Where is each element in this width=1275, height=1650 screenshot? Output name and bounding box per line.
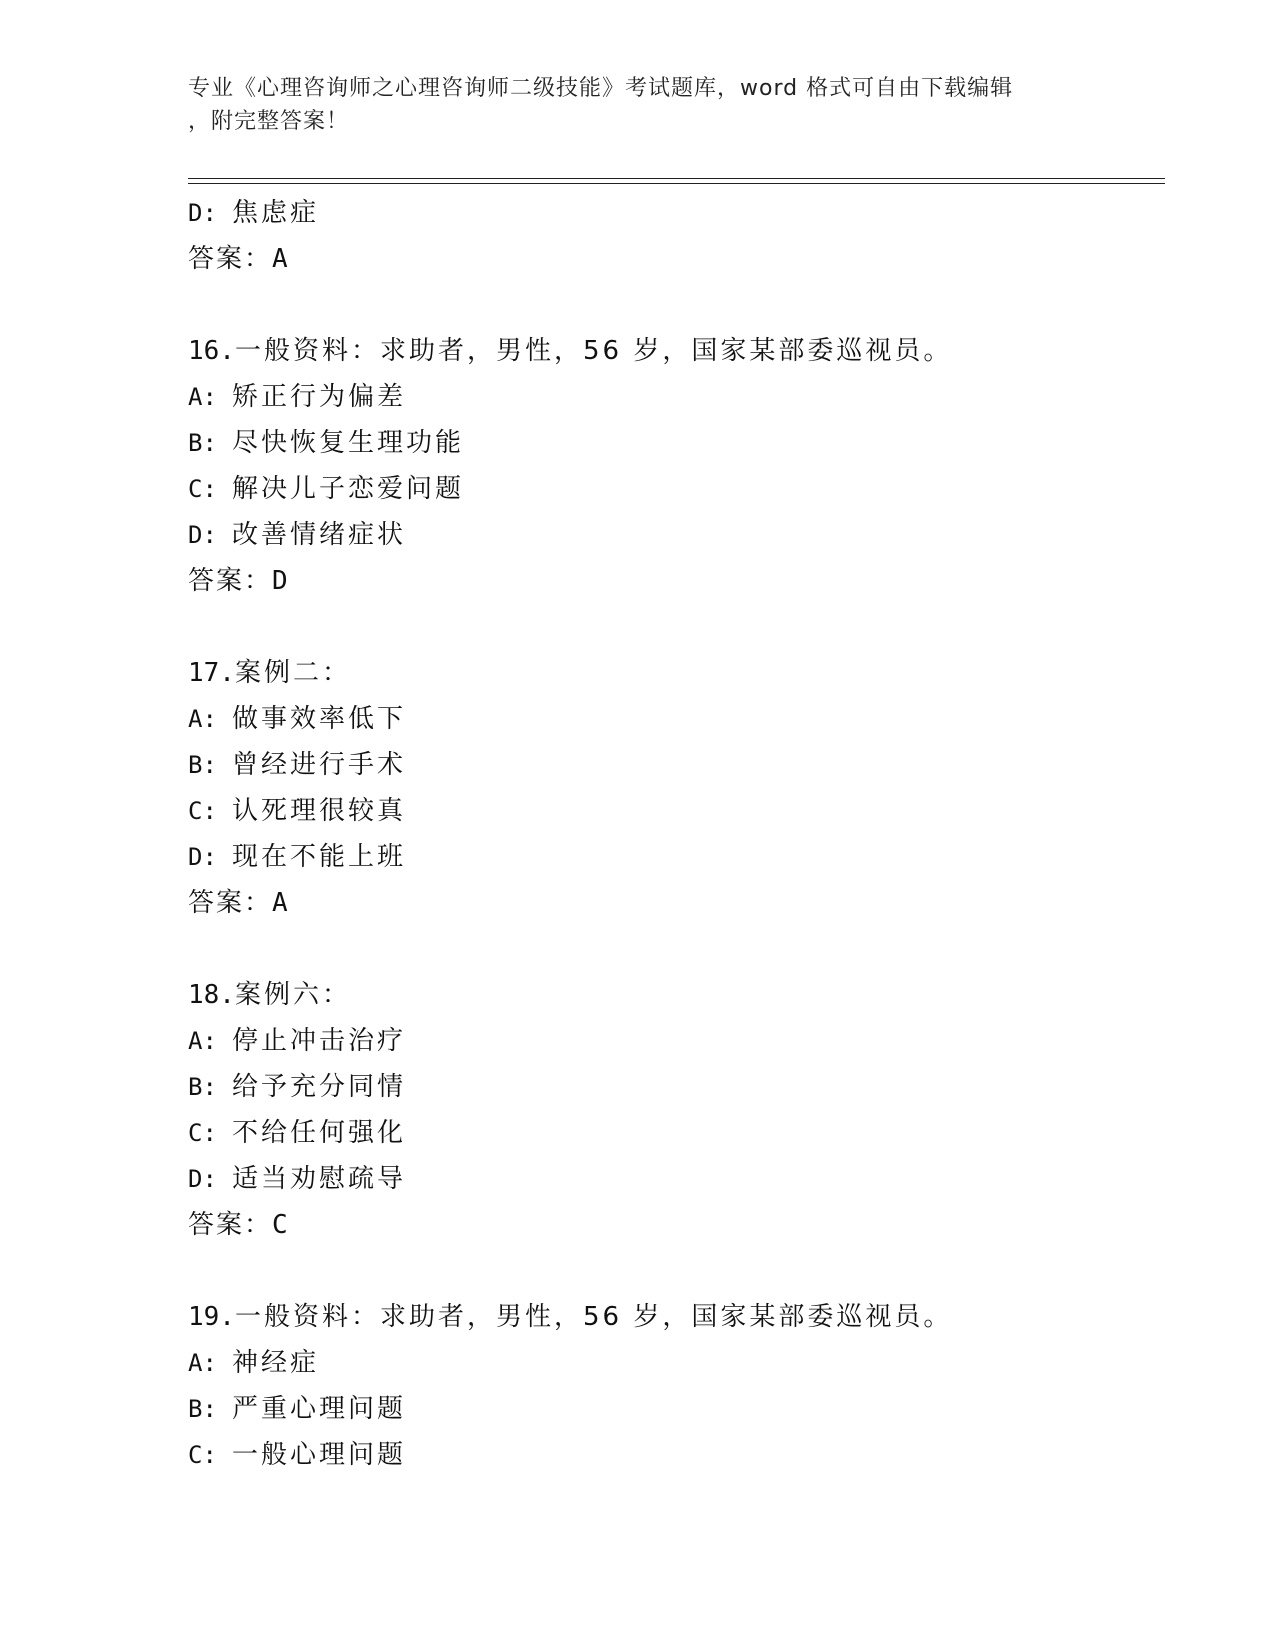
option-letter: B: (188, 751, 217, 779)
option-a (188, 374, 1148, 420)
option-letter: A: (188, 383, 217, 411)
question-18 (188, 972, 1148, 1248)
answer-line (188, 1202, 1148, 1248)
option-b (188, 420, 1148, 466)
question-number: 16. (188, 336, 235, 366)
question-stem (188, 972, 1148, 1018)
option-d (188, 190, 1148, 236)
header-divider-bottom (188, 183, 1165, 184)
answer-label: 答案： (188, 566, 273, 596)
answer-value: A (272, 888, 290, 918)
option-a (188, 1340, 1148, 1386)
option-text: 一般心理问题 (232, 1440, 407, 1470)
option-letter: B: (188, 1073, 217, 1101)
option-text: 适当劝慰疏导 (232, 1164, 407, 1194)
answer-line (188, 236, 1148, 282)
option-text: 焦虑症 (232, 198, 320, 228)
header-title-line-2: ，附完整答案！ (188, 109, 350, 134)
option-text: 解决儿子恋爱问题 (232, 474, 465, 504)
option-letter: C: (188, 797, 217, 825)
option-b (188, 1064, 1148, 1110)
option-letter: C: (188, 1441, 217, 1469)
answer-line (188, 558, 1148, 604)
option-a (188, 696, 1148, 742)
option-letter: A: (188, 705, 217, 733)
option-a (188, 1018, 1148, 1064)
spacer (188, 604, 1148, 650)
option-c (188, 788, 1148, 834)
answer-line (188, 880, 1148, 926)
option-c (188, 1432, 1148, 1478)
spacer (188, 282, 1148, 328)
option-text: 不给任何强化 (232, 1118, 407, 1148)
question-list (188, 190, 1148, 1478)
option-text: 现在不能上班 (232, 842, 407, 872)
question-stem (188, 650, 1148, 696)
option-c (188, 1110, 1148, 1156)
option-letter: B: (188, 429, 217, 457)
question-text: 一般资料：求助者，男性，56 岁，国家某部委巡视员。 (234, 336, 953, 366)
question-16 (188, 328, 1148, 604)
option-d (188, 512, 1148, 558)
header-title-line-1: 专业《心理咨询师之心理咨询师二级技能》考试题库，word 格式可自由下载编辑 (188, 76, 1014, 101)
option-letter: D: (188, 199, 217, 227)
option-letter: D: (188, 521, 217, 549)
option-letter: D: (188, 1165, 217, 1193)
question-stem (188, 328, 1148, 374)
question-number: 18. (188, 980, 235, 1010)
option-text: 停止冲击治疗 (232, 1026, 407, 1056)
option-text: 尽快恢复生理功能 (232, 428, 465, 458)
option-text: 矫正行为偏差 (232, 382, 407, 412)
option-text: 严重心理问题 (232, 1394, 407, 1424)
option-d (188, 1156, 1148, 1202)
answer-value: D (272, 566, 290, 596)
header-divider-top (188, 178, 1165, 179)
answer-value: C (272, 1210, 290, 1240)
question-text: 案例六： (234, 980, 351, 1010)
answer-label: 答案： (188, 888, 273, 918)
option-text: 改善情绪症状 (232, 520, 407, 550)
answer-value: A (272, 244, 290, 274)
option-text: 神经症 (232, 1348, 320, 1378)
option-text: 认死理很较真 (232, 796, 407, 826)
question-stem (188, 1294, 1148, 1340)
question-number: 17. (188, 658, 235, 688)
option-text: 曾经进行手术 (232, 750, 407, 780)
option-text: 做事效率低下 (232, 704, 407, 734)
option-letter: B: (188, 1395, 217, 1423)
option-text: 给予充分同情 (232, 1072, 407, 1102)
document-header (188, 72, 1088, 138)
option-letter: A: (188, 1027, 217, 1055)
option-letter: C: (188, 475, 217, 503)
option-letter: D: (188, 843, 217, 871)
option-letter: C: (188, 1119, 217, 1147)
option-b (188, 742, 1148, 788)
question-text: 案例二： (234, 658, 351, 688)
question-17 (188, 650, 1148, 926)
option-c (188, 466, 1148, 512)
question-19 (188, 1294, 1148, 1478)
answer-label: 答案： (188, 244, 273, 274)
question-number: 19. (188, 1302, 235, 1332)
option-b (188, 1386, 1148, 1432)
answer-label: 答案： (188, 1210, 273, 1240)
question-continued (188, 190, 1148, 282)
spacer (188, 1248, 1148, 1294)
option-letter: A: (188, 1349, 217, 1377)
option-d (188, 834, 1148, 880)
spacer (188, 926, 1148, 972)
question-text: 一般资料：求助者，男性，56 岁，国家某部委巡视员。 (234, 1302, 953, 1332)
